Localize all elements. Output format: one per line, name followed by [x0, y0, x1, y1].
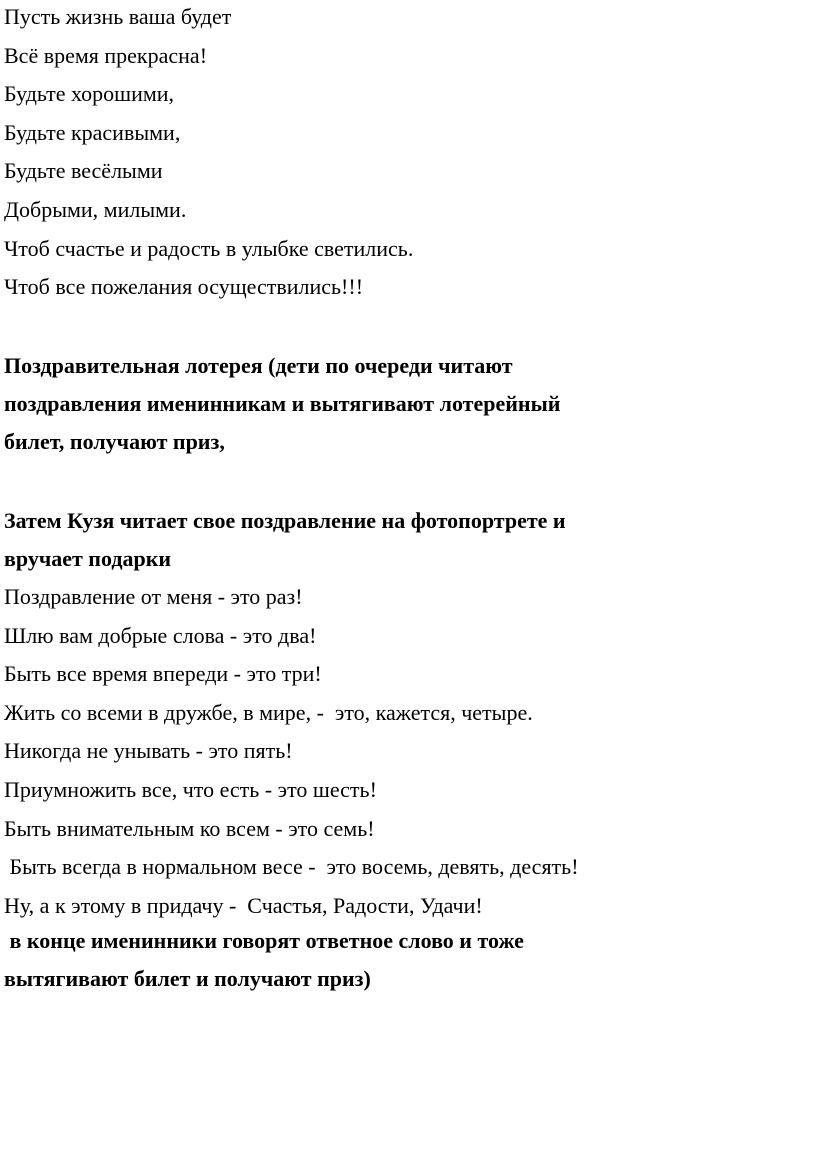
- poem-line: Чтоб все пожелания осуществились!!!: [4, 274, 364, 300]
- instruction-line: Затем Кузя читает свое поздравление на фотопортрете и: [4, 508, 566, 533]
- poem-line: Никогда не унывать - это пять!: [4, 738, 293, 764]
- poem-line: Поздравление от меня - это раз!: [4, 584, 303, 609]
- instruction-line: Поздравительная лотерея (дети по очереди читают: [4, 353, 513, 378]
- poem-line: Шлю вам добрые слова - это два!: [4, 622, 317, 648]
- poem-stanza-1: [4, 0, 810, 307]
- instruction-line: поздравления именинникам и вытягивают лотерейный: [4, 391, 561, 416]
- poem-line: Добрыми, милыми.: [4, 196, 187, 222]
- poem-line: Ну, а к этому в придачу - Счастья, Радости, Удачи!: [4, 892, 483, 918]
- poem-line: Приумножить все, что есть - это шесть!: [4, 776, 377, 802]
- poem-line: Быть всегда в нормальном весе - это восемь, девять, десять!: [4, 854, 579, 880]
- poem-line: Пусть жизнь ваша будет: [4, 4, 232, 29]
- lottery-instruction: [4, 347, 810, 461]
- kuzya-instruction: [4, 502, 810, 578]
- instruction-line: билет, получают приз,: [4, 429, 225, 454]
- final-instruction: [4, 922, 810, 998]
- poem-line: Быть все время впереди - это три!: [4, 661, 322, 687]
- poem-stanza-2: [4, 578, 810, 925]
- instruction-line: в конце именинники говорят ответное слово и тоже: [4, 928, 524, 953]
- poem-line: Будьте красивыми,: [4, 119, 181, 145]
- poem-line: Всё время прекрасна!: [4, 42, 208, 68]
- instruction-line: вытягивают билет и получают приз): [4, 966, 371, 991]
- poem-line: Будьте хорошими,: [4, 81, 175, 107]
- instruction-line: вручает подарки: [4, 546, 172, 571]
- poem-line: Чтоб счастье и радость в улыбке светились.: [4, 235, 414, 261]
- poem-line: Быть внимательным ко всем - это семь!: [4, 815, 375, 841]
- poem-line: Жить со всеми в дружбе, в мире, - это, кажется, четыре.: [4, 699, 533, 725]
- poem-line: Будьте весёлыми: [4, 158, 163, 184]
